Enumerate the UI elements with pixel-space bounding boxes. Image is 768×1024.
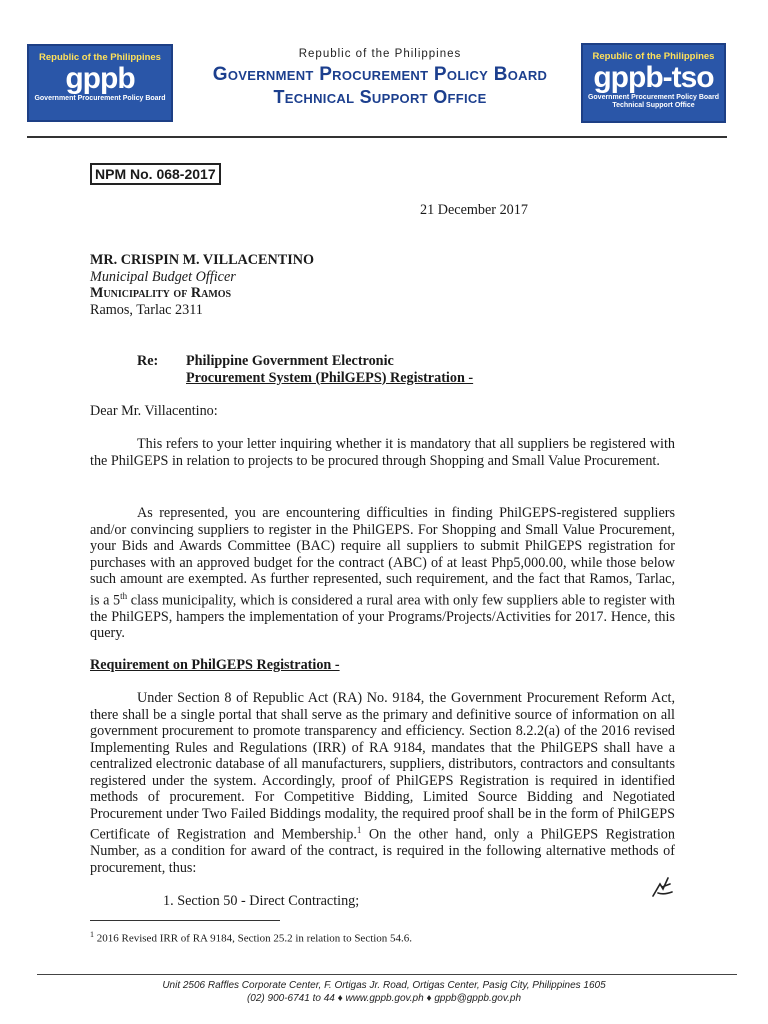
footnote-text: 2016 Revised IRR of RA 9184, Section 25.2 in relation to Section 54.6. — [94, 932, 413, 945]
paragraph-2 — [90, 505, 675, 642]
footer-divider — [37, 974, 737, 975]
gppb-logo — [27, 44, 173, 122]
gppb-tso-logo — [581, 43, 726, 123]
letterhead — [180, 48, 580, 108]
letterhead-republic: Republic of the Philippines — [298, 48, 462, 60]
footnote-ref: 1 — [356, 825, 362, 835]
logo-right-mark: gppb-tso — [593, 61, 714, 94]
list-item: 1. Section 50 - Direct Contracting; — [163, 893, 360, 909]
logo-left-bottom: Government Procurement Policy Board — [34, 95, 166, 102]
footnote-divider — [90, 920, 280, 921]
re-label: Re: — [137, 353, 159, 369]
paragraph-2-text-b: class municipality, which is considered a rural area with only few suppliers able to register with the PhilGEPS, hampers the implementation of your Programs/Projects/Activities for 2017. Hence, this query. — [90, 592, 675, 642]
initial-signature-icon — [650, 875, 676, 899]
addressee-name: MR. CRISPIN M. VILLACENTINO — [90, 252, 315, 268]
logo-right-bottom: Government Procurement Policy Board Technical Support Office — [587, 94, 720, 109]
addressee-municipality: Municipality of Ramos — [90, 285, 232, 301]
footer-contacts: (02) 900-6741 to 44 ♦ www.gppb.gov.ph ♦ gppb@gppb.gov.ph — [246, 993, 522, 1004]
paragraph-3-text-b: On the other hand, only a PhilGEPS Registration Number, as a condition for award of the contract, is required in the following alternative methods of procurement, thus: — [90, 826, 675, 876]
subject-line-1: Philippine Government Electronic — [186, 353, 394, 369]
footer-address: Unit 2506 Raffles Corporate Center, F. Ortigas Jr. Road, Ortigas Center, Pasig City, Philippines 1605 — [162, 980, 606, 991]
header-divider — [27, 136, 727, 138]
addressee-block — [90, 252, 490, 318]
addressee-address: Ramos, Tarlac 2311 — [90, 301, 203, 318]
footnote — [90, 928, 412, 946]
letter-date: 21 December 2017 — [420, 202, 528, 218]
subject-line-2: Procurement System (PhilGEPS) Registration - — [186, 369, 474, 386]
paragraph-2-text-a: As represented, you are encountering difficulties in finding PhilGEPS-registered suppliers and/or convincing suppliers to register in the PhilGEPS. For Shopping and Small Value Procurement, your Bids and Awards Committee (BAC) require all suppliers to submit PhilGEPS registration for purchases with an approved budget for the contract (ABC) of at least Php5,000.00, while those below such amount are exempted. As further represented, such requirement, and the fact that Ramos, Tarlac, is a 5 — [90, 505, 675, 609]
logo-right-top: Republic of the Philippines — [592, 51, 715, 62]
section-heading: Requirement on PhilGEPS Registration - — [90, 657, 340, 673]
logo-left-top: Republic of the Philippines — [39, 52, 161, 63]
paragraph-1 — [90, 436, 675, 469]
letterhead-office: Technical Support Office — [273, 87, 487, 107]
addressee-position: Municipal Budget Officer — [90, 268, 236, 285]
logo-left-mark: gppb — [65, 62, 135, 95]
subject-line — [186, 353, 546, 386]
npm-number: NPM No. 068-2017 — [90, 163, 221, 185]
footnote-number: 1 — [90, 930, 94, 939]
letterhead-agency: Government Procurement Policy Board — [212, 64, 548, 85]
paragraph-1-text: This refers to your letter inquiring whether it is mandatory that all suppliers be registered with the PhilGEPS in relation to projects to be procured through Shopping and Small Value Procurement. — [90, 436, 675, 469]
paragraph-3 — [90, 690, 675, 876]
ordinal-superscript: th — [120, 590, 128, 601]
paragraph-3-text-a: Under Section 8 of Republic Act (RA) No. 9184, the Government Procurement Reform Act, there shall be a single portal that shall serve as the primary and definitive source of information on all government procurement to promote transparency and efficiency. Section 8.2.2(a) of the 2016 revised Implementing Rules and Regulations (IRR) of RA 9184, mandates that the PhilGEPS shall have a centralized electronic database of all manufacturers, suppliers, distributors, contractors and consultants registered under the system. Accordingly, proof of PhilGEPS Registration is required in identified methods of procurement. For Competitive Bidding, Limited Source Bidding and Negotiated Procurement under Two Failed Biddings modality, the required proof shall be in the form of PhilGEPS Certificate of Registration and Membership. — [90, 690, 675, 843]
salutation: Dear Mr. Villacentino: — [90, 403, 218, 419]
